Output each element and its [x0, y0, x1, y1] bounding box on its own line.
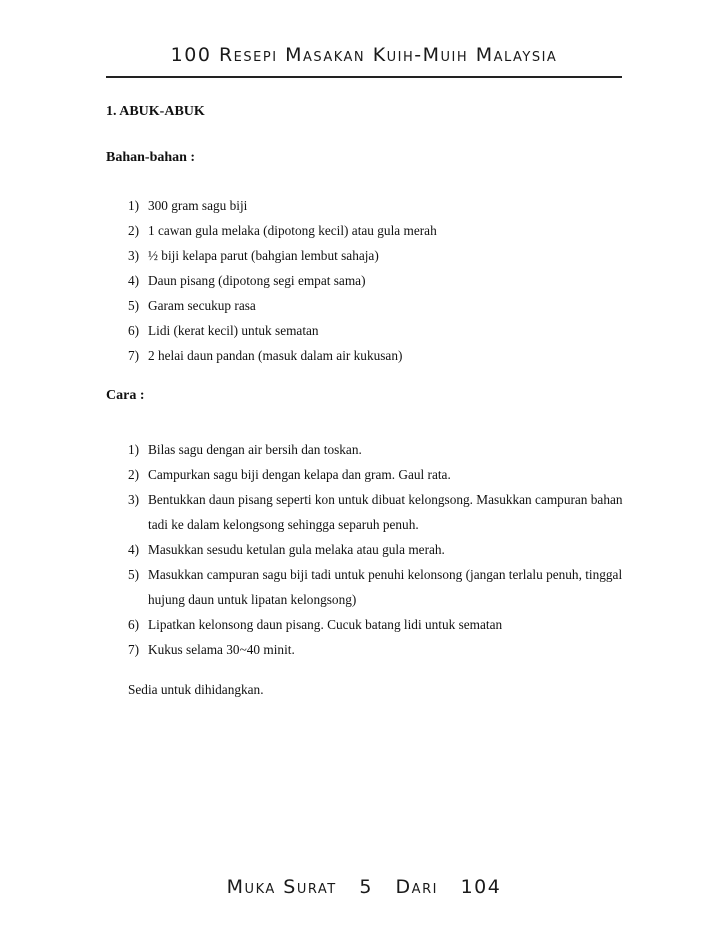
- closing-note: Sedia untuk dihidangkan.: [128, 682, 264, 697]
- step-number: 4): [128, 542, 140, 557]
- step-number: 2): [128, 467, 140, 482]
- item-text: 300 gram sagu biji: [148, 198, 248, 213]
- method-list: [106, 437, 626, 662]
- list-item: [106, 537, 626, 562]
- item-number: 5): [128, 298, 140, 313]
- item-text: 2 helai daun pandan (masuk dalam air kukusan): [148, 348, 403, 363]
- list-item: [106, 293, 626, 318]
- step-text: Kukus selama 30~40 minit.: [148, 642, 295, 657]
- method-heading: Cara :: [106, 388, 145, 403]
- list-item: [106, 193, 626, 218]
- step-text: Lipatkan kelonsong daun pisang. Cucuk batang lidi untuk sematan: [148, 617, 503, 632]
- item-number: 6): [128, 323, 140, 338]
- list-item: [106, 218, 626, 243]
- page-total: 104: [460, 876, 502, 898]
- step-text: Bilas sagu dengan air bersih dan toskan.: [148, 442, 362, 457]
- item-text: Daun pisang (dipotong segi empat sama): [148, 273, 366, 288]
- step-text: Bentukkan daun pisang seperti kon untuk dibuat kelongsong. Masukkan campuran bahan tadi ke dalam kelongsong sehingga separuh penuh.: [148, 492, 623, 532]
- list-item: [106, 343, 626, 368]
- page-label: Muka Surat: [226, 876, 337, 898]
- item-text: Lidi (kerat kecil) untuk sematan: [148, 323, 319, 338]
- step-text: Masukkan campuran sagu biji tadi untuk penuhi kelonsong (jangan terlalu penuh, tinggal hujung daun untuk lipatan kelongsong): [148, 567, 623, 607]
- page-number: 5: [359, 876, 373, 898]
- item-number: 2): [128, 223, 140, 238]
- list-item: [106, 612, 626, 637]
- step-number: 5): [128, 567, 140, 582]
- recipe-title: 1. ABUK-ABUK: [106, 104, 205, 119]
- step-text: Campurkan sagu biji dengan kelapa dan gram. Gaul rata.: [148, 467, 451, 482]
- item-number: 3): [128, 248, 140, 263]
- ingredients-heading: Bahan-bahan :: [106, 150, 196, 165]
- list-item: [106, 637, 626, 662]
- step-text: Masukkan sesudu ketulan gula melaka atau gula merah.: [148, 542, 445, 557]
- step-number: 1): [128, 442, 140, 457]
- page-footer: [0, 876, 728, 898]
- list-item: [106, 268, 626, 293]
- page-header: 100 Resepi Masakan Kuih-Muih Malaysia: [170, 44, 558, 66]
- step-number: 3): [128, 492, 140, 507]
- ingredients-list: [106, 193, 626, 368]
- header-divider: [106, 76, 622, 78]
- item-number: 7): [128, 348, 140, 363]
- list-item: [106, 462, 626, 487]
- list-item: [106, 487, 626, 537]
- step-number: 6): [128, 617, 140, 632]
- item-number: 1): [128, 198, 140, 213]
- page-of-label: Dari: [395, 876, 438, 898]
- list-item: [106, 437, 626, 462]
- list-item: [106, 318, 626, 343]
- list-item: [106, 243, 626, 268]
- list-item: [106, 562, 626, 612]
- item-text: Garam secukup rasa: [148, 298, 256, 313]
- step-number: 7): [128, 642, 140, 657]
- item-text: ½ biji kelapa parut (bahgian lembut sahaja): [148, 248, 379, 263]
- item-number: 4): [128, 273, 140, 288]
- item-text: 1 cawan gula melaka (dipotong kecil) atau gula merah: [148, 223, 437, 238]
